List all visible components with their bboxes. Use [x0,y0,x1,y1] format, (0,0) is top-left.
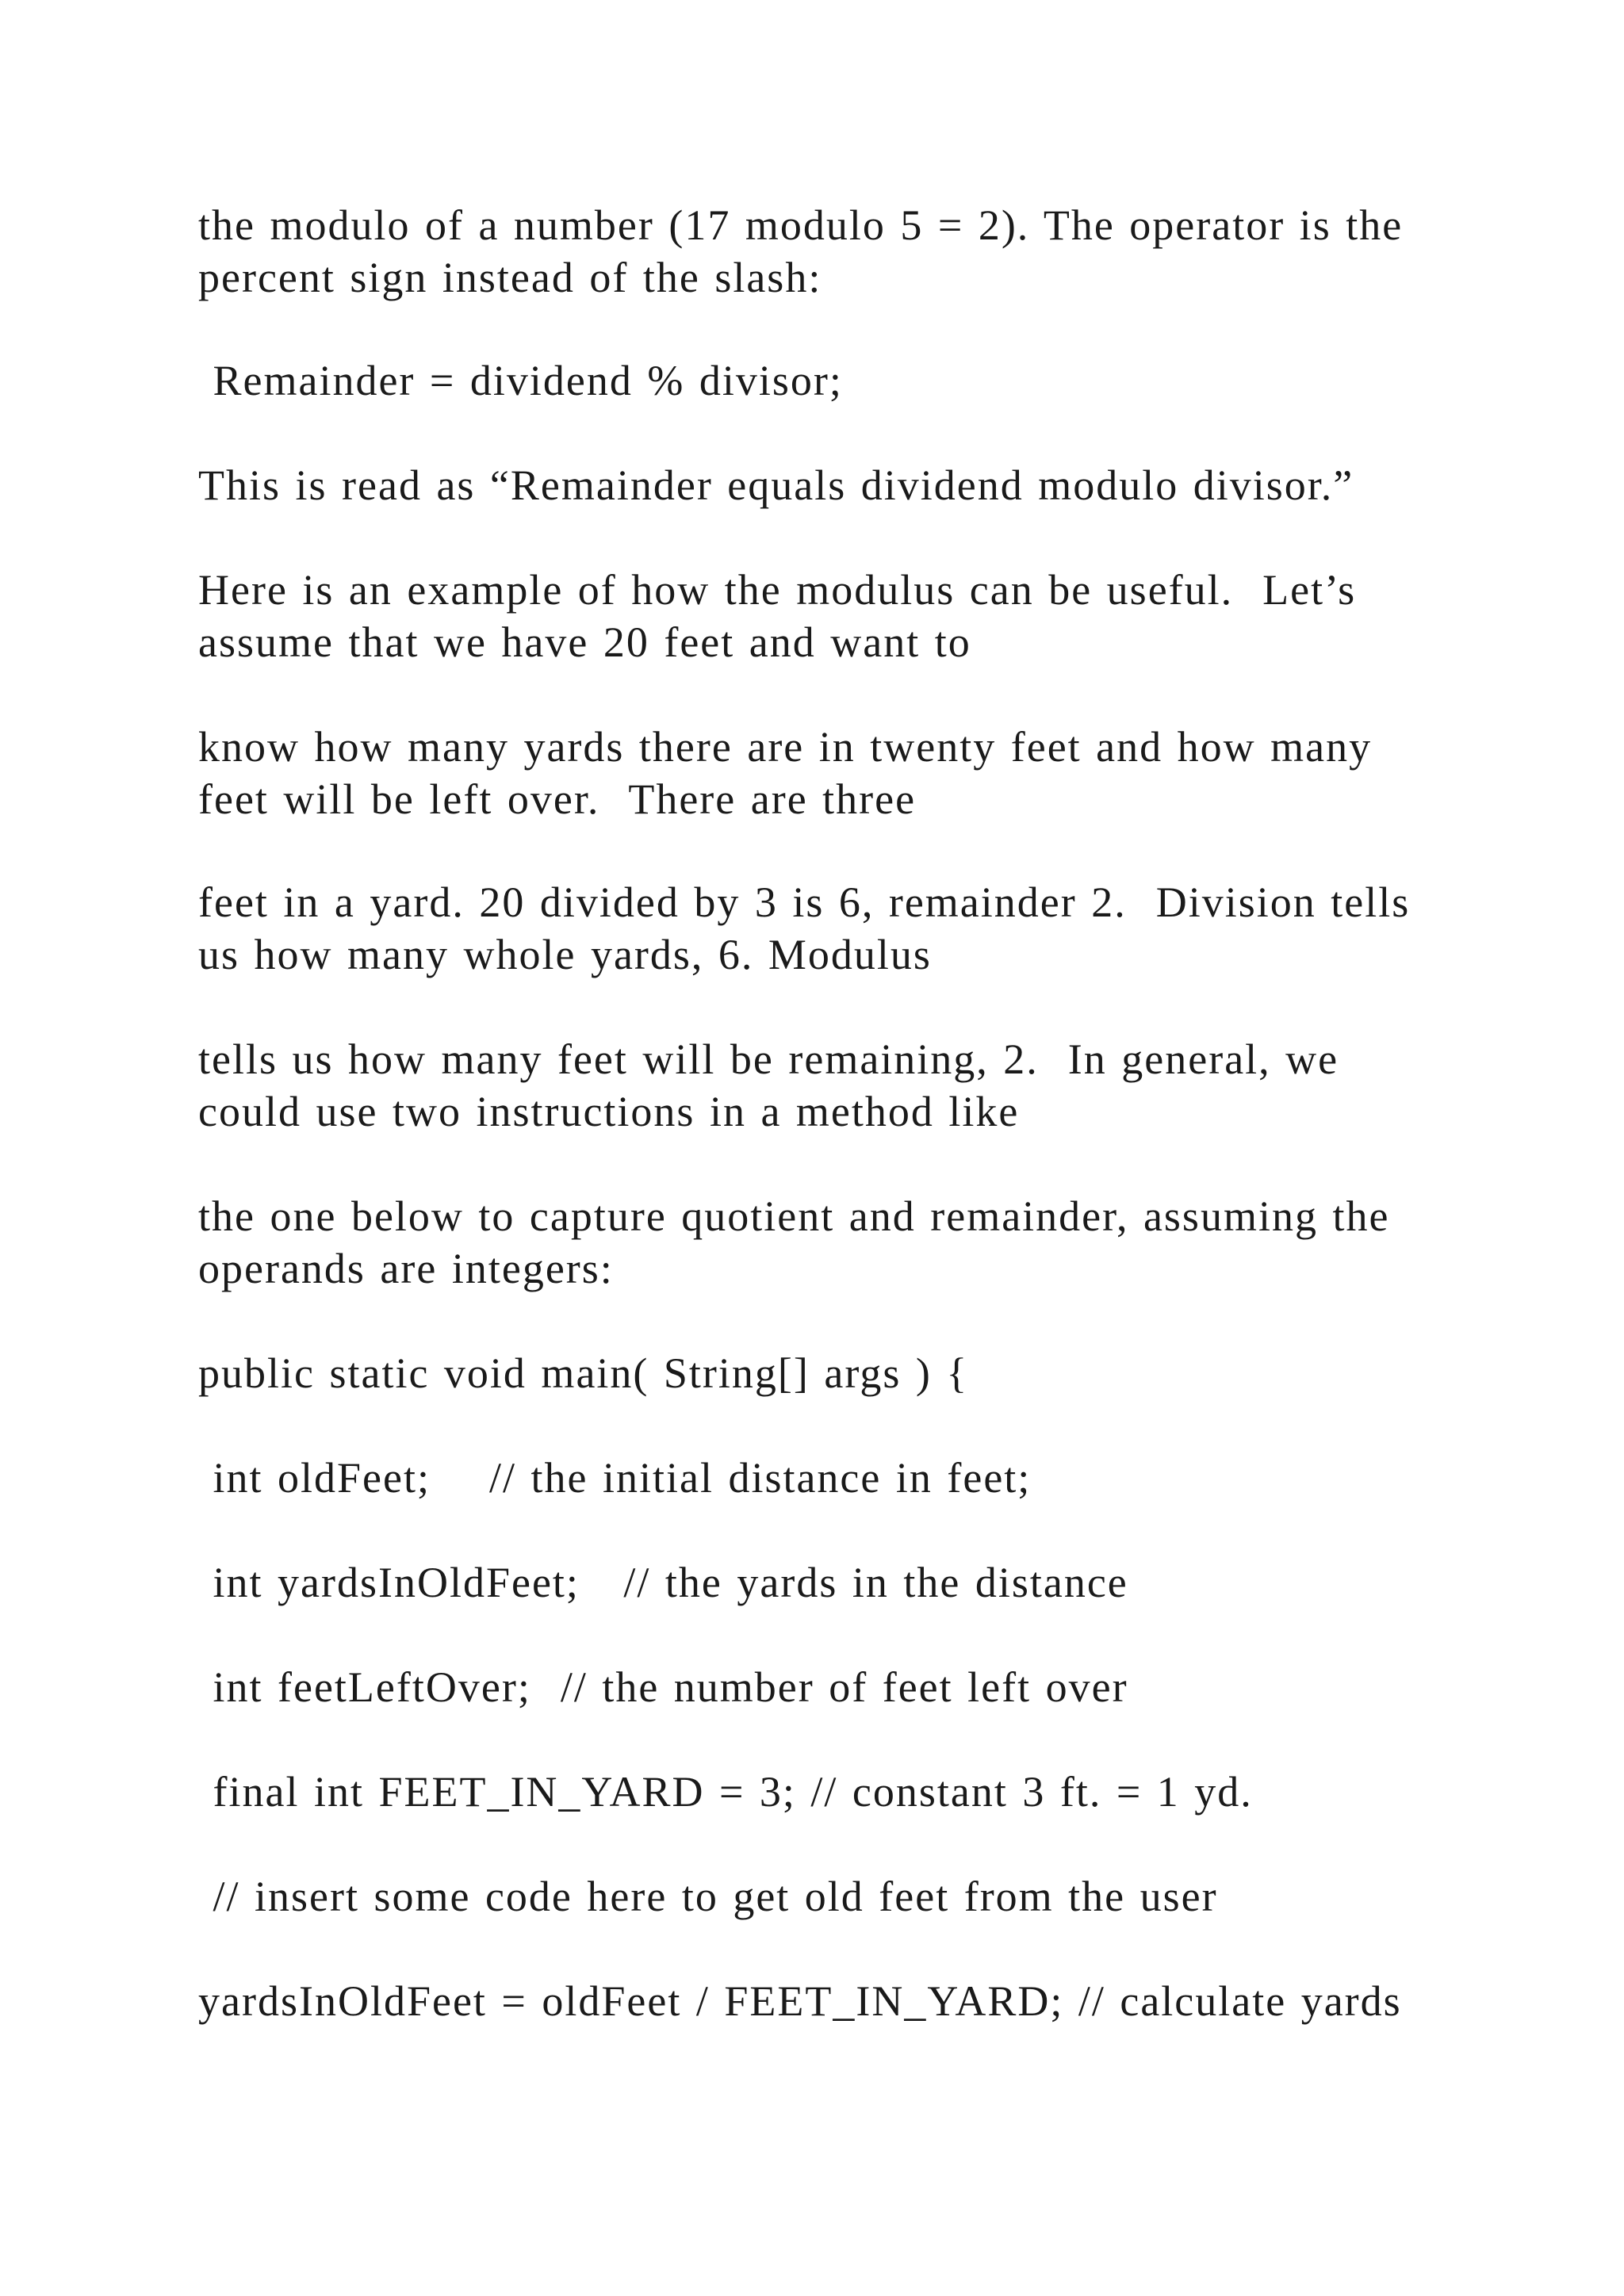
text-line: feet will be left over. There are three [198,775,917,823]
text-line: us how many whole yards, 6. Modulus [198,931,932,978]
code-line: yardsInOldFeet = oldFeet / FEET_IN_YARD; // calculate yards [198,1977,1402,2025]
text-line: assume that we have 20 feet and want to [198,618,971,666]
text-line: could use two instructions in a method like [198,1088,1020,1135]
text-line: feet in a yard. 20 divided by 3 is 6, remainder 2. Division tells [198,878,1411,926]
text-line: know how many yards there are in twenty feet and how many [198,723,1373,771]
code-line: int oldFeet; // the initial distance in feet; [198,1454,1032,1502]
text-line: operands are integers: [198,1245,614,1292]
code-line: int feetLeftOver; // the number of feet left over [198,1663,1128,1711]
text-line: tells us how many feet will be remaining, 2. In general, we [198,1035,1339,1083]
text-line: Here is an example of how the modulus can be useful. Let’s [198,566,1357,614]
code-line: // insert some code here to get old feet from the user [198,1873,1218,1920]
code-line: public static void main( String[] args ) { [198,1349,969,1397]
text-line: percent sign instead of the slash: [198,254,822,301]
code-line: int yardsInOldFeet; // the yards in the distance [198,1559,1128,1606]
text-line: the one below to capture quotient and remainder, assuming the [198,1192,1390,1240]
text-line: the modulo of a number (17 modulo 5 = 2). The operator is the [198,201,1404,249]
code-line: final int FEET_IN_YARD = 3; // constant 3 ft. = 1 yd. [198,1768,1253,1816]
text-line: Remainder = dividend % divisor; [198,357,843,404]
text-line: This is read as “Remainder equals dividend modulo divisor.” [198,461,1354,509]
